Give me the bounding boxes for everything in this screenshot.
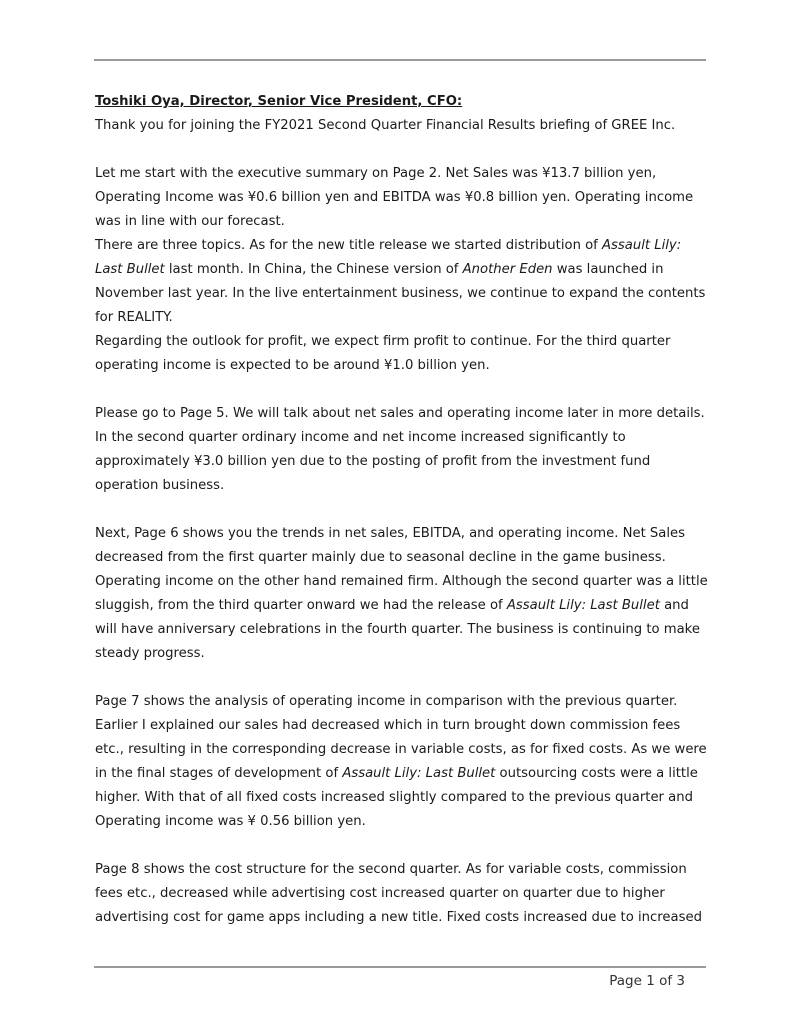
text-segment: Regarding the outlook for profit, we expect firm profit to continue. For the third quarter [95,334,671,349]
italic-title-text: Assault Lily: Last Bullet [342,766,496,781]
text-line [95,570,735,594]
text-line [95,162,735,186]
text-line [95,546,735,570]
text-line [95,114,735,138]
italic-title-text: Last Bullet [95,262,165,277]
paragraph [95,690,735,834]
text-segment: Page 7 shows the analysis of operating income in comparison with the previous quarter. [95,694,678,709]
text-segment: will have anniversary celebrations in the fourth quarter. The business is continuing to make [95,622,700,637]
text-line [95,738,735,762]
text-segment: November last year. In the live entertainment business, we continue to expand the contents [95,286,706,301]
text-segment: and [659,598,689,613]
text-line [95,210,735,234]
text-segment: Thank you for joining the FY2021 Second Quarter Financial Results briefing of GREE Inc. [95,118,676,133]
text-segment: was in line with our forecast. [95,214,285,229]
text-segment: advertising cost for game apps including a new title. Fixed costs increased due to increased [95,910,702,925]
paragraph [95,858,735,930]
text-line [95,906,735,930]
paragraph [95,522,735,666]
text-line [95,594,735,618]
text-segment: Operating income on the other hand remained firm. Although the second quarter was a little [95,574,708,589]
text-line [95,882,735,906]
speaker-heading: Toshiki Oya, Director, Senior Vice President, CFO: [95,94,463,109]
text-line [95,234,735,258]
text-line [95,858,735,882]
text-line [95,474,735,498]
text-line [95,330,735,354]
text-line [95,690,735,714]
text-segment: steady progress. [95,646,205,661]
text-line [95,522,735,546]
paragraph [95,402,735,498]
text-line [95,402,735,426]
text-segment: Operating income was ¥ 0.56 billion yen. [95,814,366,829]
text-segment: decreased from the first quarter mainly due to seasonal decline in the game business. [95,550,666,565]
text-segment: Let me start with the executive summary on Page 2. Net Sales was ¥13.7 billion yen, [95,166,657,181]
text-line [95,258,735,282]
text-line [95,282,735,306]
text-segment: in the final stages of development of [95,766,343,781]
text-segment: There are three topics. As for the new title release we started distribution of [95,238,603,253]
text-segment: outsourcing costs were a little [495,766,698,781]
text-segment: etc., resulting in the corresponding decrease in variable costs, as for fixed costs. As we were [95,742,707,757]
italic-title-text: Assault Lily: Last Bullet [506,598,660,613]
text-segment: In the second quarter ordinary income and net income increased significantly to [95,430,626,445]
text-segment: sluggish, from the third quarter onward we had the release of [95,598,507,613]
text-segment: fees etc., decreased while advertising cost increased quarter on quarter due to higher [95,886,665,901]
page-number: Page 1 of 3 [609,973,685,989]
footer-divider [94,966,706,968]
paragraph [95,162,735,378]
text-line [95,810,735,834]
text-line [95,762,735,786]
text-segment: Please go to Page 5. We will talk about net sales and operating income later in more details. [95,406,705,421]
text-segment: Next, Page 6 shows you the trends in net sales, EBITDA, and operating income. Net Sales [95,526,686,541]
text-line [95,426,735,450]
header-divider [94,59,706,61]
document-body [95,90,735,930]
text-line [95,618,735,642]
text-line [95,450,735,474]
text-segment: Page 8 shows the cost structure for the second quarter. As for variable costs, commission [95,862,687,877]
italic-title-text: Another Eden [462,262,553,277]
text-segment: for REALITY. [95,310,173,325]
text-line [95,186,735,210]
text-line [95,642,735,666]
text-line [95,306,735,330]
text-segment: last month. In China, the Chinese version of [164,262,463,277]
text-segment: operation business. [95,478,225,493]
text-segment: Earlier I explained our sales had decreased which in turn brought down commission fees [95,718,681,733]
text-segment: approximately ¥3.0 billion yen due to the posting of profit from the investment fund [95,454,651,469]
text-line [95,786,735,810]
text-segment: Operating Income was ¥0.6 billion yen and EBITDA was ¥0.8 billion yen. Operating income [95,190,694,205]
text-segment: was launched in [552,262,664,277]
text-line [95,354,735,378]
text-segment: higher. With that of all fixed costs increased slightly compared to the previous quarter and [95,790,693,805]
italic-title-text: Assault Lily: [602,238,682,253]
paragraph [95,114,735,138]
text-segment: operating income is expected to be around ¥1.0 billion yen. [95,358,490,373]
text-line [95,714,735,738]
